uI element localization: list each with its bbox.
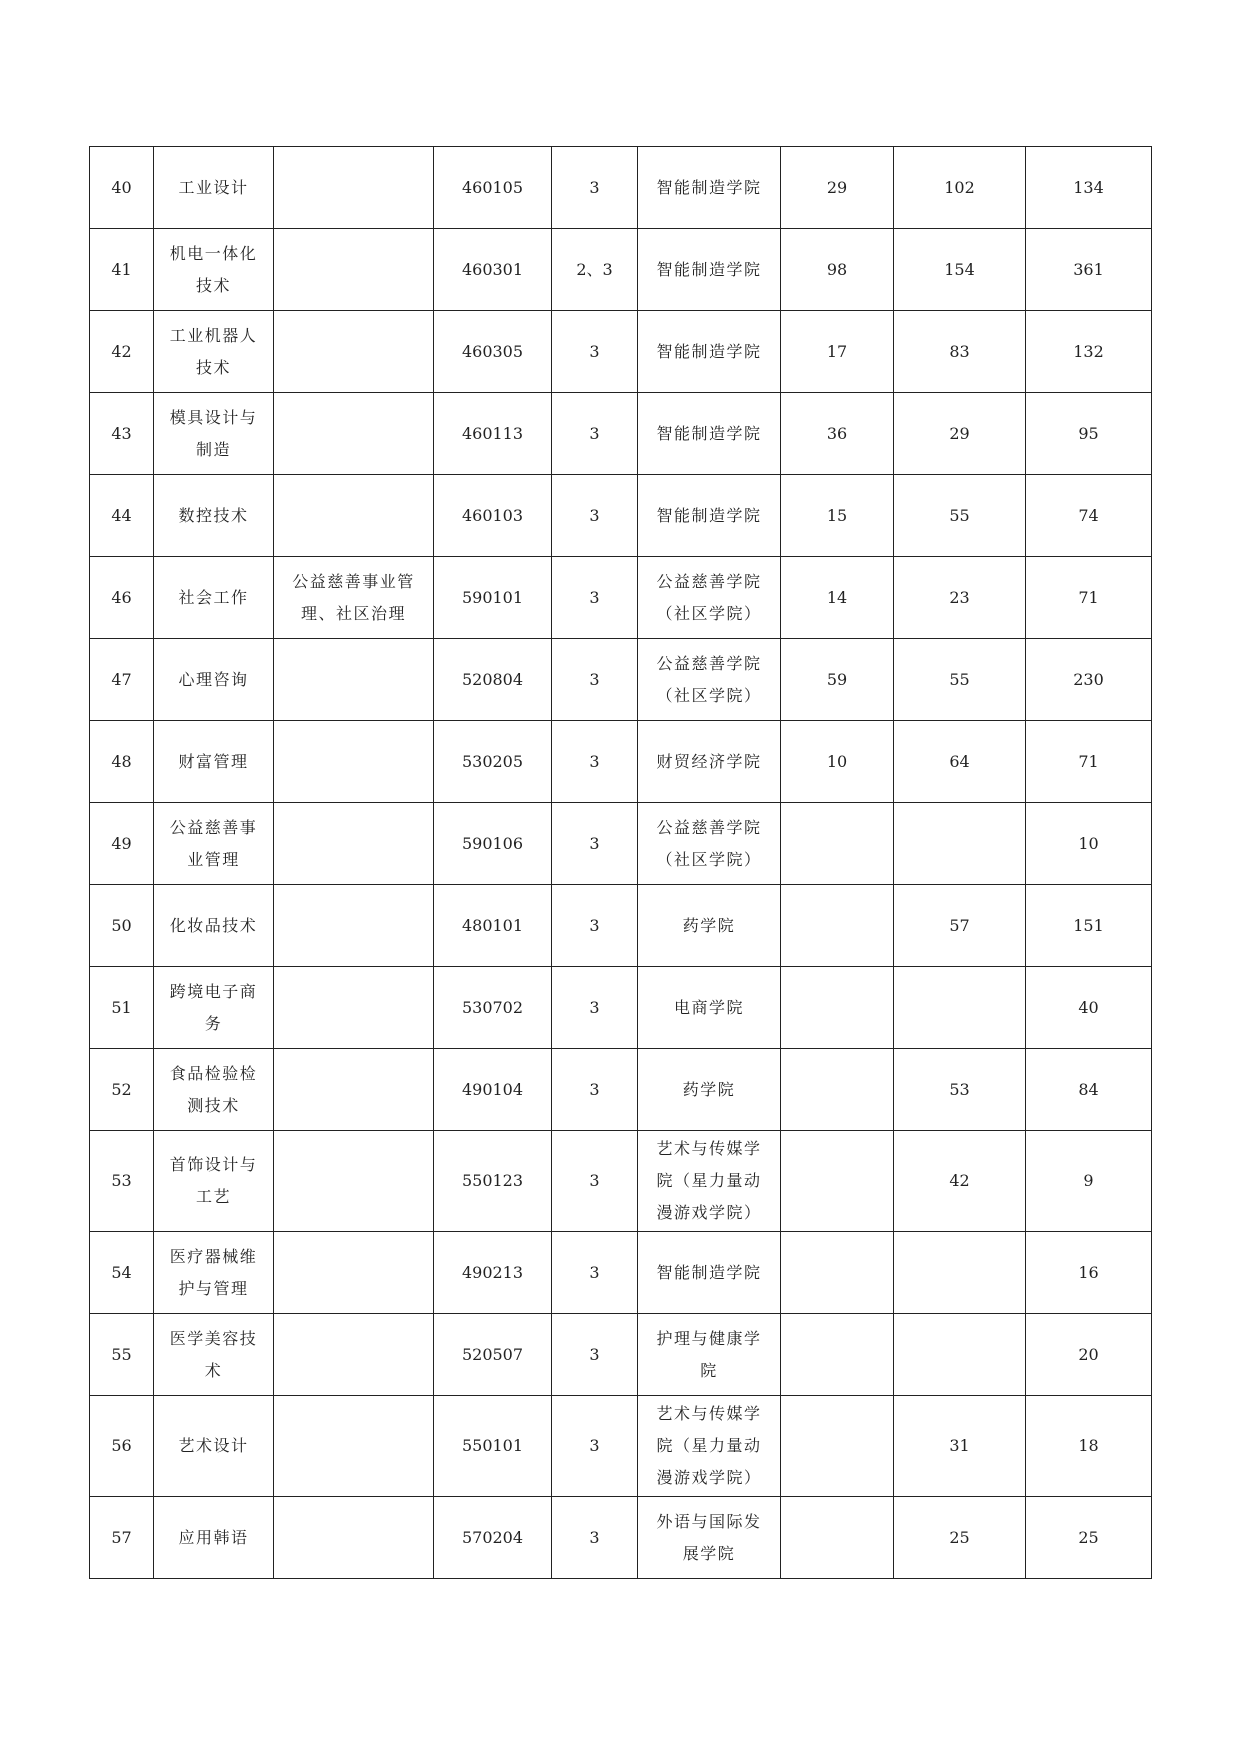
count-col-1: 15 [781,475,894,557]
major-direction [274,803,434,885]
count-col-1: 17 [781,311,894,393]
count-col-2 [894,967,1026,1049]
college-name: 智能制造学院 [638,311,781,393]
major-direction [274,393,434,475]
study-years: 3 [552,393,638,475]
study-years: 3 [552,639,638,721]
major-code: 520804 [434,639,552,721]
count-col-1 [781,1314,894,1396]
count-col-2 [894,803,1026,885]
major-name: 医疗器械维护与管理 [154,1232,274,1314]
count-col-2: 64 [894,721,1026,803]
count-col-1 [781,1232,894,1314]
count-col-1 [781,967,894,1049]
count-col-2: 83 [894,311,1026,393]
table-row [90,803,1152,885]
major-code: 490104 [434,1049,552,1131]
row-number: 48 [90,721,154,803]
major-name: 化妆品技术 [154,885,274,967]
college-name: 电商学院 [638,967,781,1049]
major-direction [274,475,434,557]
row-number: 51 [90,967,154,1049]
college-name: 公益慈善学院（社区学院） [638,803,781,885]
major-code: 460105 [434,147,552,229]
college-name: 公益慈善学院（社区学院） [638,639,781,721]
major-direction [274,1396,434,1497]
count-col-2: 23 [894,557,1026,639]
college-name: 智能制造学院 [638,1232,781,1314]
count-col-3: 134 [1026,147,1152,229]
count-col-3: 361 [1026,229,1152,311]
table-row [90,557,1152,639]
major-code: 590101 [434,557,552,639]
major-direction: 公益慈善事业管理、社区治理 [274,557,434,639]
count-col-3: 40 [1026,967,1152,1049]
major-name: 首饰设计与工艺 [154,1131,274,1232]
table-row [90,1314,1152,1396]
row-number: 55 [90,1314,154,1396]
row-number: 46 [90,557,154,639]
major-name: 应用韩语 [154,1497,274,1579]
major-direction [274,967,434,1049]
count-col-1 [781,1131,894,1232]
count-col-2: 55 [894,639,1026,721]
major-name: 食品检验检测技术 [154,1049,274,1131]
major-name: 社会工作 [154,557,274,639]
table-row [90,639,1152,721]
major-direction [274,229,434,311]
major-code: 570204 [434,1497,552,1579]
study-years: 3 [552,721,638,803]
study-years: 3 [552,1049,638,1131]
table-row [90,1232,1152,1314]
count-col-1 [781,1049,894,1131]
row-number: 47 [90,639,154,721]
major-name: 工业设计 [154,147,274,229]
count-col-1: 29 [781,147,894,229]
college-name: 护理与健康学院 [638,1314,781,1396]
count-col-2: 29 [894,393,1026,475]
study-years: 3 [552,1232,638,1314]
college-name: 药学院 [638,1049,781,1131]
row-number: 40 [90,147,154,229]
count-col-1: 14 [781,557,894,639]
table-row [90,967,1152,1049]
count-col-2: 25 [894,1497,1026,1579]
study-years: 3 [552,311,638,393]
row-number: 42 [90,311,154,393]
table-row [90,475,1152,557]
count-col-2: 53 [894,1049,1026,1131]
major-name: 艺术设计 [154,1396,274,1497]
count-col-2: 154 [894,229,1026,311]
row-number: 52 [90,1049,154,1131]
college-name: 智能制造学院 [638,393,781,475]
college-name: 外语与国际发展学院 [638,1497,781,1579]
major-direction [274,1497,434,1579]
row-number: 53 [90,1131,154,1232]
study-years: 3 [552,147,638,229]
table-row [90,229,1152,311]
major-code: 460305 [434,311,552,393]
study-years: 3 [552,885,638,967]
majors-table [89,146,1152,1579]
count-col-1 [781,885,894,967]
study-years: 3 [552,557,638,639]
major-code: 460113 [434,393,552,475]
major-code: 530205 [434,721,552,803]
college-name: 公益慈善学院（社区学院） [638,557,781,639]
table-row [90,311,1152,393]
major-name: 工业机器人技术 [154,311,274,393]
count-col-3: 18 [1026,1396,1152,1497]
count-col-3: 230 [1026,639,1152,721]
count-col-1 [781,1396,894,1497]
count-col-3: 74 [1026,475,1152,557]
count-col-3: 84 [1026,1049,1152,1131]
major-code: 480101 [434,885,552,967]
count-col-2: 31 [894,1396,1026,1497]
count-col-1: 98 [781,229,894,311]
count-col-3: 151 [1026,885,1152,967]
count-col-3: 95 [1026,393,1152,475]
major-code: 460103 [434,475,552,557]
count-col-2: 42 [894,1131,1026,1232]
count-col-3: 71 [1026,721,1152,803]
major-name: 心理咨询 [154,639,274,721]
table-row [90,393,1152,475]
count-col-1: 59 [781,639,894,721]
count-col-2: 102 [894,147,1026,229]
major-name: 数控技术 [154,475,274,557]
study-years: 3 [552,1396,638,1497]
major-direction [274,147,434,229]
table-row [90,885,1152,967]
college-name: 智能制造学院 [638,147,781,229]
row-number: 43 [90,393,154,475]
row-number: 56 [90,1396,154,1497]
major-code: 550101 [434,1396,552,1497]
row-number: 54 [90,1232,154,1314]
major-direction [274,885,434,967]
college-name: 智能制造学院 [638,229,781,311]
college-name: 艺术与传媒学院（星力量动漫游戏学院） [638,1131,781,1232]
row-number: 57 [90,1497,154,1579]
count-col-1: 10 [781,721,894,803]
study-years: 3 [552,475,638,557]
count-col-3: 9 [1026,1131,1152,1232]
major-code: 530702 [434,967,552,1049]
major-code: 550123 [434,1131,552,1232]
study-years: 3 [552,803,638,885]
college-name: 艺术与传媒学院（星力量动漫游戏学院） [638,1396,781,1497]
table-row [90,1497,1152,1579]
study-years: 3 [552,1131,638,1232]
college-name: 财贸经济学院 [638,721,781,803]
count-col-3: 132 [1026,311,1152,393]
table-row [90,1049,1152,1131]
major-code: 590106 [434,803,552,885]
count-col-3: 16 [1026,1232,1152,1314]
study-years: 2、3 [552,229,638,311]
table-row [90,721,1152,803]
count-col-2: 57 [894,885,1026,967]
count-col-3: 71 [1026,557,1152,639]
major-code: 460301 [434,229,552,311]
count-col-2 [894,1232,1026,1314]
study-years: 3 [552,967,638,1049]
count-col-3: 20 [1026,1314,1152,1396]
major-code: 520507 [434,1314,552,1396]
major-name: 公益慈善事业管理 [154,803,274,885]
study-years: 3 [552,1314,638,1396]
count-col-3: 10 [1026,803,1152,885]
college-name: 智能制造学院 [638,475,781,557]
major-direction [274,639,434,721]
major-direction [274,1232,434,1314]
count-col-1 [781,1497,894,1579]
major-name: 财富管理 [154,721,274,803]
table-row [90,147,1152,229]
major-code: 490213 [434,1232,552,1314]
count-col-1: 36 [781,393,894,475]
major-name: 模具设计与制造 [154,393,274,475]
college-name: 药学院 [638,885,781,967]
major-direction [274,721,434,803]
major-direction [274,311,434,393]
table-row [90,1131,1152,1232]
row-number: 41 [90,229,154,311]
major-name: 机电一体化技术 [154,229,274,311]
major-name: 医学美容技术 [154,1314,274,1396]
count-col-2: 55 [894,475,1026,557]
count-col-1 [781,803,894,885]
major-name: 跨境电子商务 [154,967,274,1049]
row-number: 44 [90,475,154,557]
major-direction [274,1049,434,1131]
major-direction [274,1314,434,1396]
row-number: 49 [90,803,154,885]
table-row [90,1396,1152,1497]
major-direction [274,1131,434,1232]
count-col-3: 25 [1026,1497,1152,1579]
study-years: 3 [552,1497,638,1579]
count-col-2 [894,1314,1026,1396]
row-number: 50 [90,885,154,967]
